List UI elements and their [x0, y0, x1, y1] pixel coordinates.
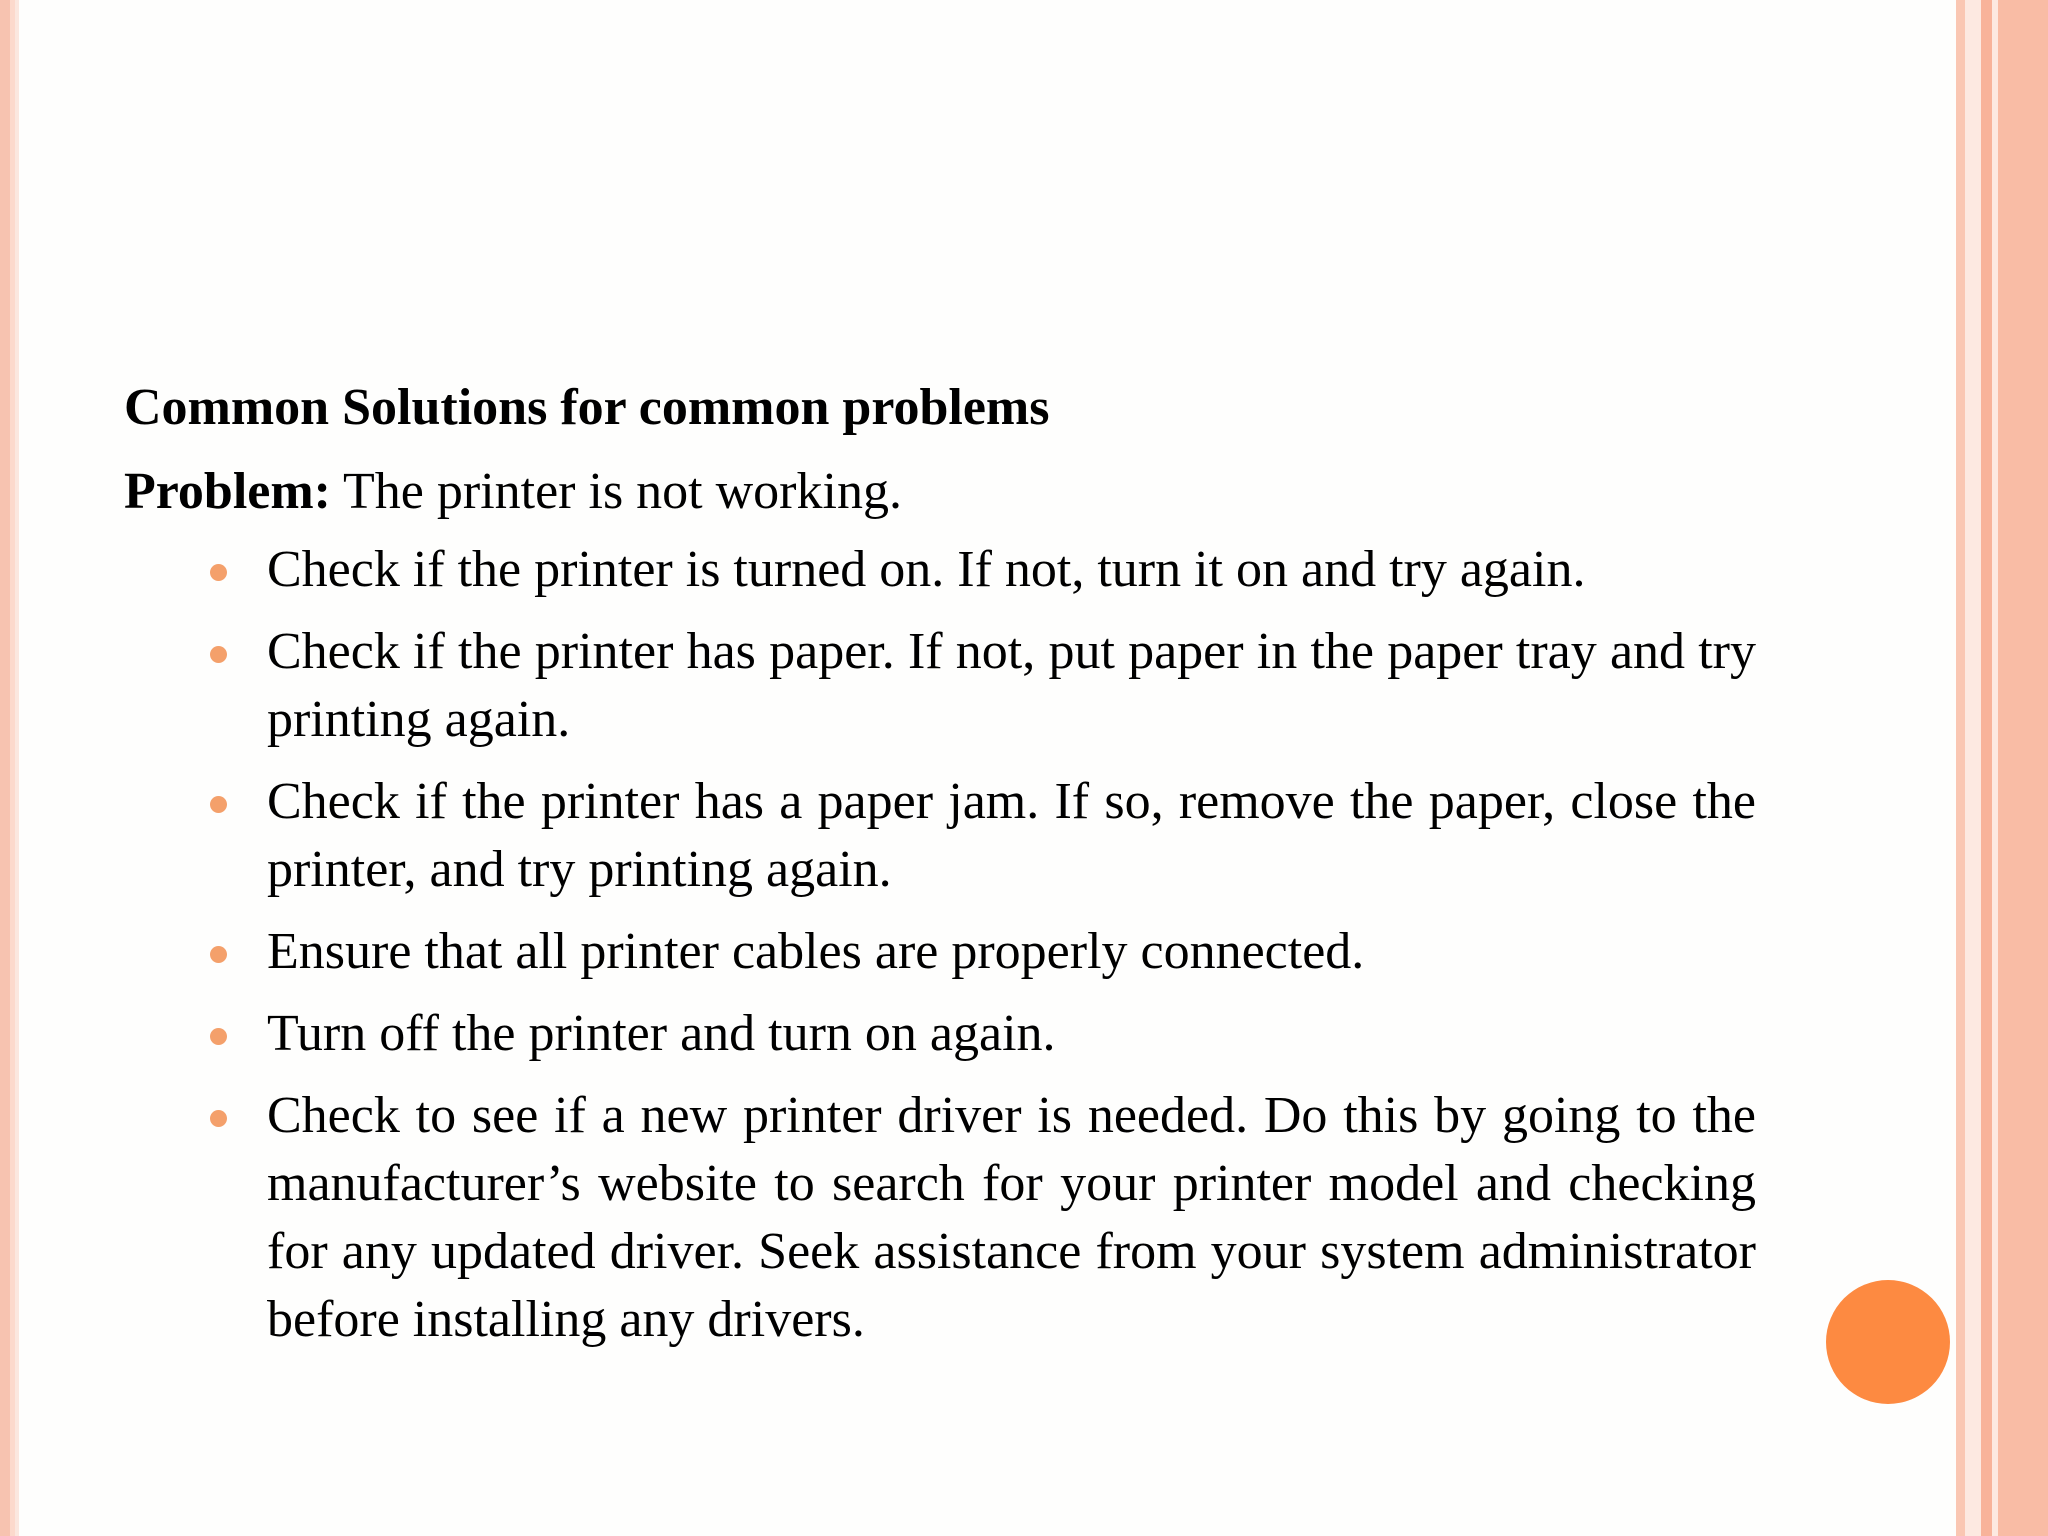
list-item [124, 536, 1756, 604]
right-border-stripe [1998, 0, 2048, 1536]
right-border-stripe [1981, 0, 1992, 1536]
left-border-stripe [15, 0, 19, 1536]
list-item-text: Turn off the printer and turn on again. [267, 1005, 1056, 1062]
bullet-dot-icon [210, 796, 227, 813]
bullet-dot-icon [210, 946, 227, 963]
bullet-dot-icon [210, 646, 227, 663]
decorative-circle [1826, 1280, 1950, 1404]
problem-text: The printer is not working. [330, 463, 902, 520]
list-item-text: Check if the printer has a paper jam. If so, remove the paper, close the printer, and try printing again. [267, 773, 1756, 898]
list-item-text: Ensure that all printer cables are properly connected. [267, 923, 1365, 980]
problem-statement [124, 448, 1756, 536]
right-border-stripe [1956, 0, 1965, 1536]
left-border-stripe [0, 0, 10, 1536]
bullet-dot-icon [210, 564, 227, 581]
list-item [124, 618, 1756, 754]
list-item [124, 768, 1756, 904]
solution-list [124, 536, 1756, 1354]
list-item-text: Check if the printer is turned on. If not, turn it on and try again. [267, 541, 1586, 598]
list-item [124, 918, 1756, 986]
list-item-text: Check if the printer has paper. If not, put paper in the paper tray and try printing again. [267, 623, 1756, 748]
slide-heading: Common Solutions for common problems [124, 379, 1050, 436]
bullet-dot-icon [210, 1028, 227, 1045]
problem-label: Problem: [124, 463, 331, 520]
right-border-stripe [1965, 0, 1981, 1536]
list-item [124, 1000, 1756, 1068]
bullet-dot-icon [210, 1110, 227, 1127]
slide-content [124, 368, 1756, 1368]
list-item-text: Check to see if a new printer driver is needed. Do this by going to the manufacturer’s website to search for your printer model and checking for any updated driver. Seek assistance from your system administrator before installing any drivers. [267, 1087, 1756, 1348]
list-item [124, 1082, 1756, 1354]
